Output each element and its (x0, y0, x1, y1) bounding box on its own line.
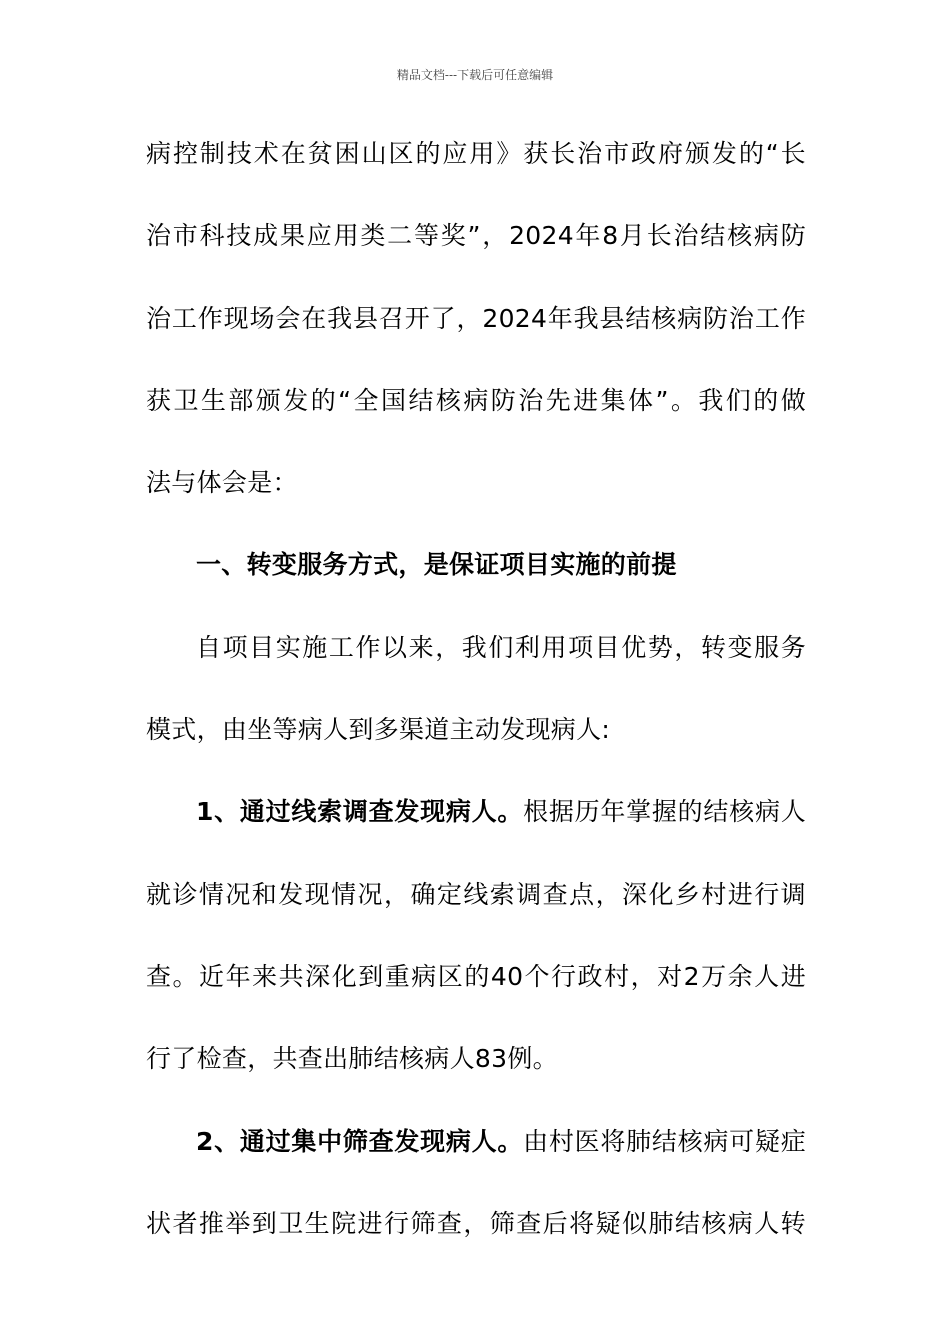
body-line: 法与体会是： (146, 468, 298, 498)
body-line: 治工作现场会在我县召开了，2024年我县结核病防治工作 (146, 303, 806, 333)
body-line: 自项目实施工作以来，我们利用项目优势，转变服务 (196, 632, 806, 662)
item-text: 根据历年掌握的结核病人 (523, 797, 806, 827)
document-body (146, 125, 806, 1277)
section-heading: 一、转变服务方式，是保证项目实施的前提 (196, 550, 677, 580)
body-line: 行了检查，共查出肺结核病人83例。 (146, 1044, 558, 1074)
numbered-item (146, 783, 806, 865)
body-line: 获卫生部颁发的“全国结核病防治先进集体”。我们的做 (146, 385, 806, 415)
body-line: 病控制技术在贫困山区的应用》获长治市政府颁发的“长 (146, 139, 806, 168)
body-line: 模式，由坐等病人到多渠道主动发现病人: (146, 715, 611, 745)
body-line: 状者推举到卫生院进行筛查，筛查后将疑似肺结核病人转 (146, 1208, 806, 1238)
item-text: 由村医将肺结核病可疑症 (523, 1126, 806, 1156)
item-lead: 2、通过集中筛查发现病人。 (196, 1126, 524, 1156)
body-line: 查。近年来共深化到重病区的40个行政村，对2万余人进 (146, 961, 806, 991)
item-lead: 1、通过线索调查发现病人。 (196, 797, 524, 827)
body-line: 就诊情况和发现情况，确定线索调查点，深化乡村进行调 (146, 879, 806, 909)
numbered-item (146, 1113, 806, 1195)
body-line: 治市科技成果应用类二等奖”，2024年8月长治结核病防 (146, 221, 806, 251)
page-header: 精品文档---下载后可任意编辑 (396, 68, 554, 82)
